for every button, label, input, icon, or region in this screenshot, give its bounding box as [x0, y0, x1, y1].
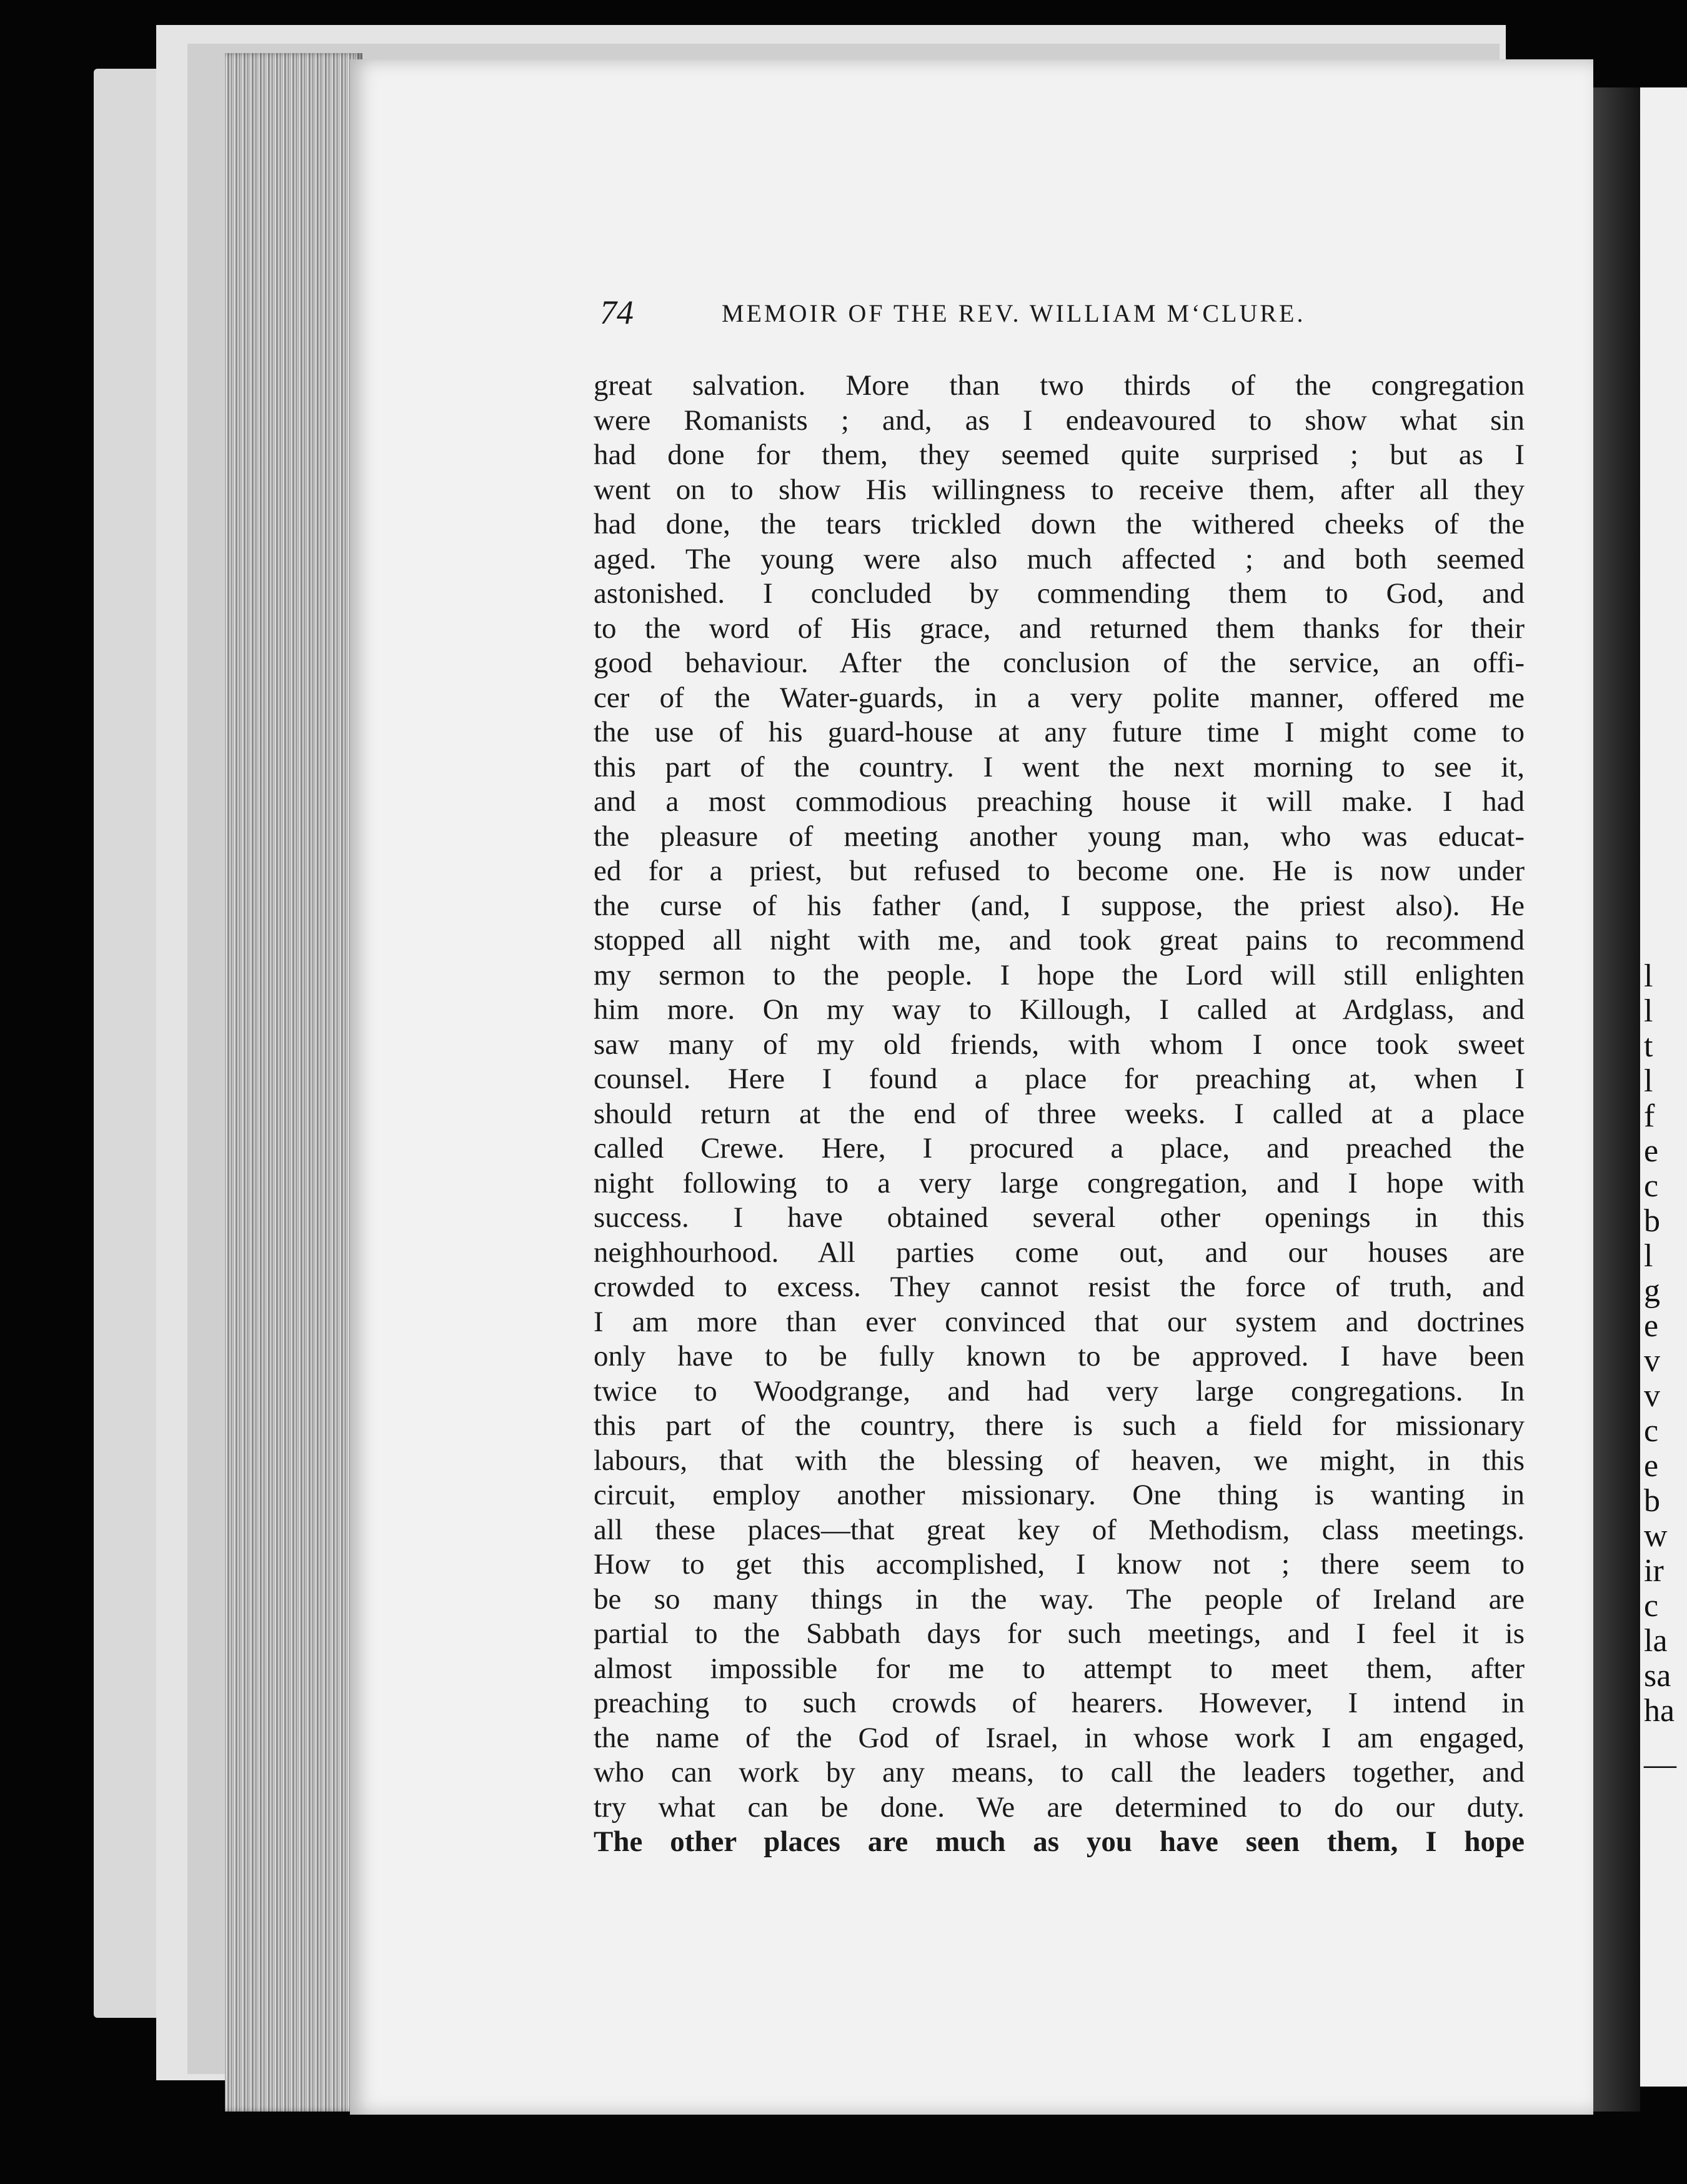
facing-page-letter: c — [1644, 1413, 1659, 1449]
text-line: partial to the Sabbath days for such meetings, and I feel it is — [594, 1617, 1525, 1650]
facing-page-letter: la — [1644, 1623, 1668, 1659]
text-line: almost impossible for me to attempt to meet them, after — [594, 1652, 1525, 1685]
page-edges — [225, 53, 362, 2112]
facing-page-letter: v — [1644, 1343, 1660, 1379]
text-line: cer of the Water-guards, in a very polite manner, offered me — [594, 681, 1525, 714]
text-line: called Crewe. Here, I procured a place, and preached the — [594, 1132, 1525, 1164]
text-line: ed for a priest, but refused to become one. He is now under — [594, 855, 1525, 887]
facing-page-letter: ir — [1644, 1553, 1664, 1589]
text-line: How to get this accomplished, I know not ; there seem to — [594, 1548, 1525, 1581]
text-line: The other places are much as you have seen them, I hope — [594, 1825, 1525, 1858]
text-line: counsel. Here I found a place for preaching at, when I — [594, 1063, 1525, 1095]
facing-page-letter: e — [1644, 1308, 1659, 1344]
text-line: preaching to such crowds of hearers. However, I intend in — [594, 1687, 1525, 1719]
text-line: success. I have obtained several other openings in this — [594, 1201, 1525, 1234]
facing-page-letter: v — [1644, 1378, 1660, 1414]
body-text — [594, 369, 1525, 1860]
facing-page-letter: l — [1644, 993, 1653, 1029]
text-line: be so many things in the way. The people of Ireland are — [594, 1582, 1525, 1616]
facing-page-letter: — — [1644, 1747, 1676, 1782]
text-line: and a most commodious preaching house it will make. I had — [594, 785, 1525, 818]
text-line: aged. The young were also much affected ; and both seemed — [594, 542, 1525, 575]
facing-page-letter: f — [1644, 1098, 1655, 1134]
text-line: great salvation. More than two thirds of the congregation — [594, 369, 1525, 402]
text-line: who can work by any means, to call the leaders together, and — [594, 1756, 1525, 1789]
text-line: the use of his guard-house at any future time I might come to — [594, 716, 1525, 748]
facing-page-letter: l — [1644, 958, 1653, 994]
text-line: good behaviour. After the conclusion of the service, an offi- — [594, 647, 1525, 679]
text-line: were Romanists ; and, as I endeavoured to show what sin — [594, 404, 1525, 437]
running-header — [594, 287, 1406, 337]
running-title: MEMOIR OF THE REV. WILLIAM M‘CLURE. — [722, 299, 1306, 327]
facing-page-letter: w — [1644, 1518, 1668, 1554]
text-line: only have to be fully known to be approved. I have been — [594, 1340, 1525, 1372]
text-line: labours, that with the blessing of heaven, we might, in this — [594, 1444, 1525, 1477]
text-line: night following to a very large congregation, and I hope with — [594, 1166, 1525, 1199]
text-line: the curse of his father (and, I suppose, the priest also). He — [594, 889, 1525, 922]
facing-page-letter: b — [1644, 1203, 1660, 1239]
text-line: my sermon to the people. I hope the Lord will still enlighten — [594, 958, 1525, 991]
facing-page-letter: t — [1644, 1028, 1653, 1064]
text-line: stopped all night with me, and took great pains to recommend — [594, 924, 1525, 956]
facing-page-letter: b — [1644, 1483, 1660, 1519]
page-number: 74 — [600, 294, 634, 331]
text-line: try what can be done. We are determined to do our duty. — [594, 1790, 1525, 1824]
facing-page-letter: e — [1644, 1448, 1659, 1484]
text-line: had done, the tears trickled down the withered cheeks of the — [594, 508, 1525, 540]
text-line: him more. On my way to Killough, I called at Ardglass, and — [594, 993, 1525, 1026]
text-line: the name of the God of Israel, in whose work I am engaged, — [594, 1721, 1525, 1754]
facing-page-letter: e — [1644, 1133, 1659, 1169]
text-line: twice to Woodgrange, and had very large congregations. In — [594, 1374, 1525, 1407]
text-line: circuit, employ another missionary. One thing is wanting in — [594, 1479, 1525, 1511]
facing-page-letter: sa — [1644, 1658, 1671, 1694]
book-gutter — [1593, 87, 1640, 2112]
facing-page-letter: c — [1644, 1168, 1659, 1204]
text-line: the pleasure of meeting another young man, who was educat- — [594, 820, 1525, 853]
facing-page-letter: g — [1644, 1273, 1660, 1309]
facing-page-letter: ha — [1644, 1693, 1675, 1729]
text-line: all these places—that great key of Methodism, class meetings. — [594, 1513, 1525, 1546]
text-line: this part of the country. I went the next morning to see it, — [594, 750, 1525, 783]
facing-page-letter: l — [1644, 1238, 1653, 1274]
text-line: I am more than ever convinced that our system and doctrines — [594, 1305, 1525, 1338]
facing-page-fragment — [1640, 87, 1687, 2087]
text-line: should return at the end of three weeks. I called at a place — [594, 1097, 1525, 1130]
facing-page-letter: l — [1644, 1063, 1653, 1099]
facing-page-letter: c — [1644, 1588, 1659, 1624]
text-line: had done for them, they seemed quite surprised ; but as I — [594, 439, 1525, 471]
text-line: crowded to excess. They cannot resist the force of truth, and — [594, 1271, 1525, 1303]
text-line: neighhourhood. All parties come out, and our houses are — [594, 1236, 1525, 1269]
text-line: saw many of my old friends, with whom I once took sweet — [594, 1028, 1525, 1061]
text-line: astonished. I concluded by commending them to God, and — [594, 577, 1525, 610]
text-line: this part of the country, there is such a field for missionary — [594, 1409, 1525, 1442]
text-line: to the word of His grace, and returned them thanks for their — [594, 612, 1525, 645]
text-line: went on to show His willingness to receive them, after all they — [594, 473, 1525, 506]
